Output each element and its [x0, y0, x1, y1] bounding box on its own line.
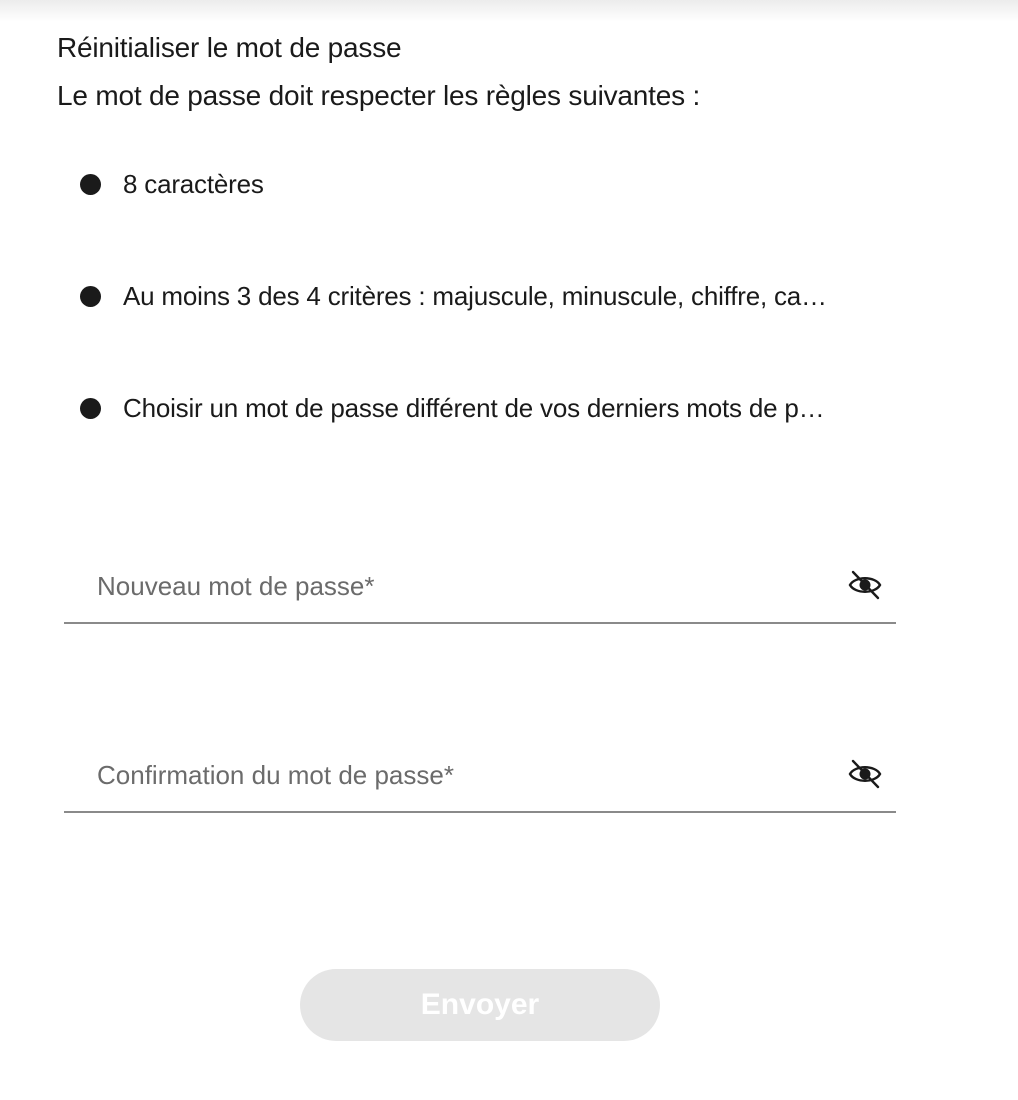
- bullet-icon: [80, 398, 101, 419]
- new-password-field: [64, 552, 896, 624]
- rule-text: Choisir un mot de passe différent de vos derniers mots de p…: [123, 392, 825, 423]
- eye-slash-icon[interactable]: [848, 568, 882, 602]
- rule-item-length: [80, 166, 900, 202]
- bullet-icon: [80, 174, 101, 195]
- eye-slash-icon[interactable]: [848, 757, 882, 791]
- bullet-icon: [80, 286, 101, 307]
- confirm-password-field: [64, 741, 896, 813]
- new-password-input[interactable]: [64, 552, 857, 620]
- submit-button[interactable]: Envoyer: [300, 969, 660, 1041]
- top-shadow: [0, 0, 1018, 22]
- page-title: Réinitialiser le mot de passe: [57, 32, 402, 63]
- rule-text: 8 caractères: [123, 168, 264, 199]
- rule-item-history: [80, 390, 900, 426]
- rule-item-criteria: [80, 278, 900, 314]
- rule-text: Au moins 3 des 4 critères : majuscule, minuscule, chiffre, ca…: [123, 280, 827, 311]
- rules-heading: Le mot de passe doit respecter les règles suivantes :: [57, 80, 701, 111]
- confirm-password-input[interactable]: [64, 741, 857, 809]
